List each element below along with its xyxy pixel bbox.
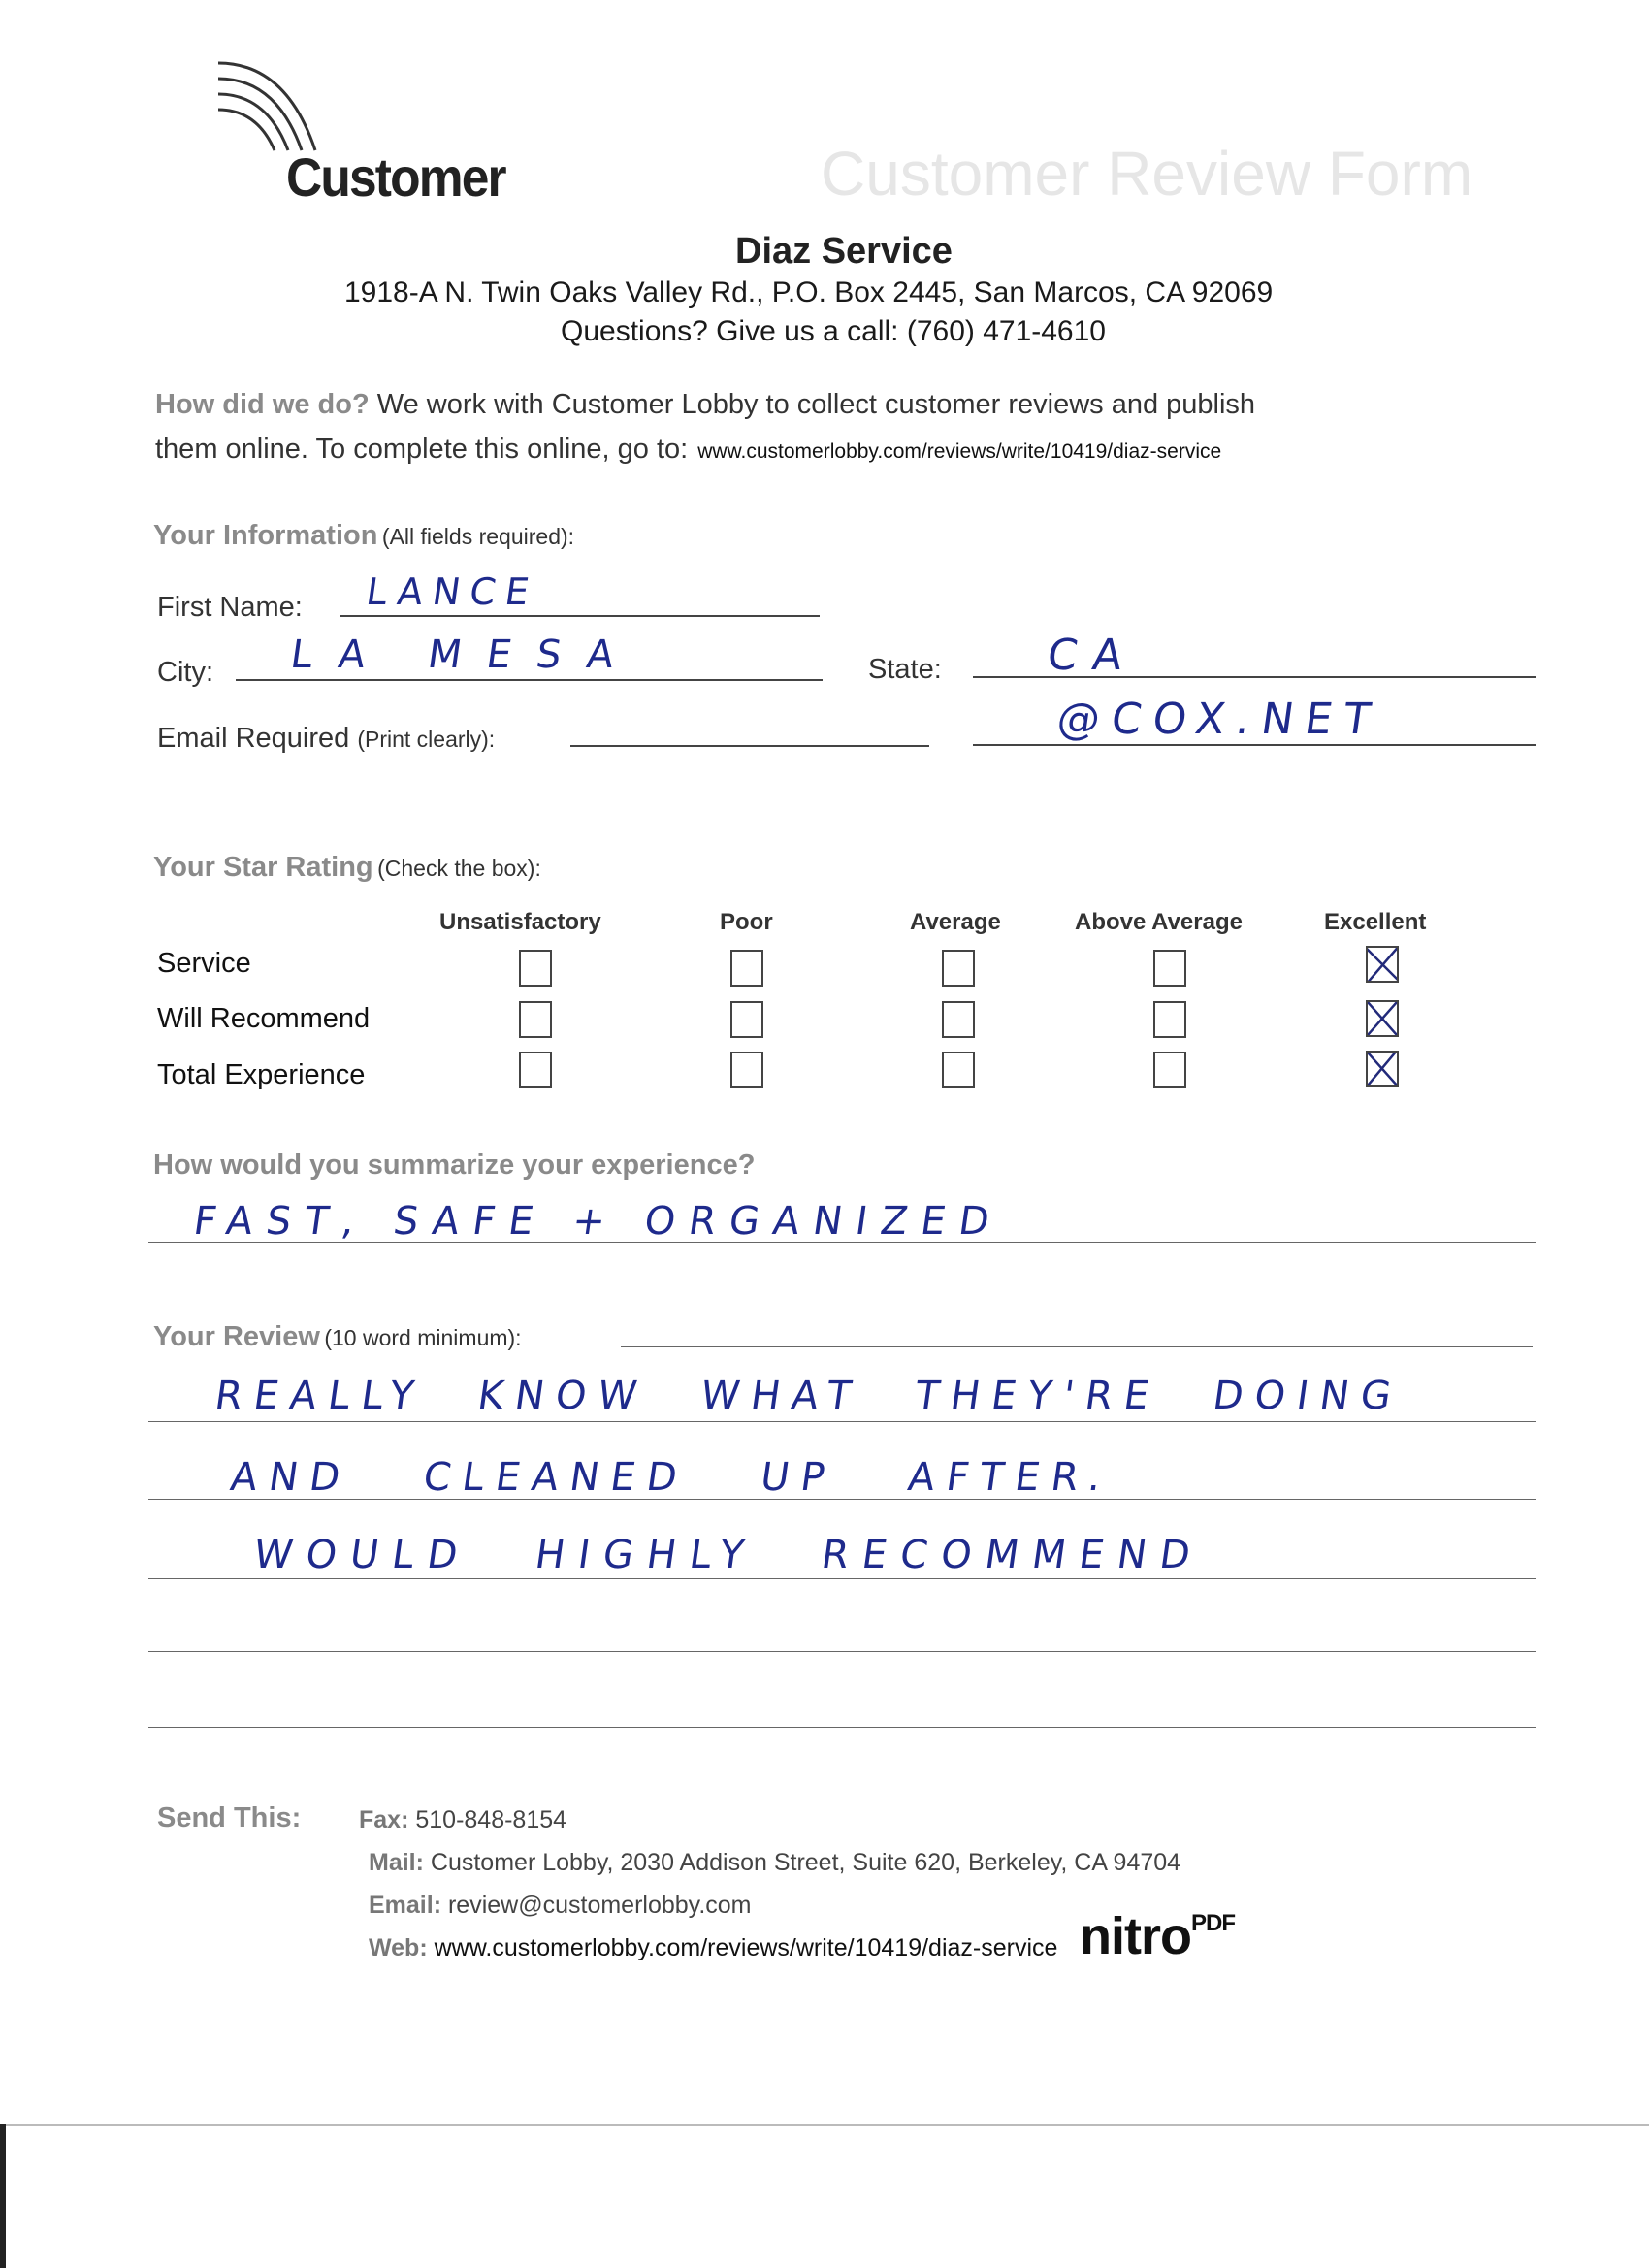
send-email (369, 1892, 752, 1920)
rating-checkbox[interactable] (1153, 950, 1186, 987)
your-info-heading (153, 520, 574, 552)
your-info-title: Your Information (153, 520, 378, 551)
rating-checkbox[interactable] (942, 1001, 975, 1038)
check-x-icon (1368, 1002, 1397, 1035)
email-value: @COX.NET (1053, 695, 1385, 744)
company-address: 1918-A N. Twin Oaks Valley Rd., P.O. Box 2445, San Marcos, CA 92069 (344, 276, 1274, 308)
send-mail-value: Customer Lobby, 2030 Addison Street, Suite 620, Berkeley, CA 94704 (430, 1849, 1181, 1876)
send-fax-value: 510-848-8154 (415, 1806, 567, 1833)
col-unsatisfactory: Unsatisfactory (439, 909, 601, 935)
rating-note: (Check the box): (377, 856, 541, 881)
city-field[interactable] (236, 679, 823, 681)
review-text-3: WOULD HIGHLY RECOMMEND (250, 1533, 1207, 1577)
watermark-sup: PDF (1190, 1910, 1235, 1936)
company-name: Diaz Service (735, 231, 953, 272)
form-title: Customer Review Form (821, 139, 1473, 209)
rating-checkbox[interactable] (519, 1052, 552, 1088)
row-label-will-recommend: Will Recommend (157, 1003, 371, 1034)
intro-url[interactable]: www.customerlobby.com/reviews/write/10419/diaz-service (697, 440, 1222, 463)
first-name-value: LANCE (363, 570, 542, 613)
send-web-value[interactable]: www.customerlobby.com/reviews/write/10419/diaz-service (434, 1934, 1058, 1961)
send-web-label: Web: (369, 1934, 428, 1961)
intro-line-2 (155, 434, 1221, 466)
col-average: Average (910, 909, 1001, 935)
review-line-4[interactable] (148, 1651, 1536, 1652)
review-line-1[interactable] (148, 1421, 1536, 1422)
send-web (369, 1934, 1057, 1962)
row-label-service: Service (157, 948, 251, 979)
city-label: City: (157, 657, 213, 688)
row-label-total-experience: Total Experience (157, 1059, 366, 1090)
rating-checkbox-checked[interactable] (1366, 946, 1399, 983)
rating-checkbox-checked[interactable] (1366, 1051, 1399, 1087)
rating-checkbox[interactable] (942, 950, 975, 987)
review-text-2: AND CLEANED UP AFTER. (227, 1455, 1116, 1500)
nitro-pdf-watermark (1080, 1906, 1235, 1966)
send-email-label: Email: (369, 1892, 442, 1919)
send-fax-label: Fax: (359, 1806, 409, 1833)
email-label: Email Required (157, 723, 350, 754)
watermark-text: nitro (1080, 1907, 1191, 1965)
rating-checkbox[interactable] (730, 950, 763, 987)
rating-checkbox[interactable] (519, 950, 552, 987)
first-name-field[interactable] (340, 615, 820, 617)
rating-checkbox[interactable] (1153, 1052, 1186, 1088)
col-above-average: Above Average (1075, 909, 1243, 935)
scan-side-edge (0, 2124, 6, 2268)
rating-heading (153, 852, 541, 884)
company-phone: Questions? Give us a call: (760) 471-4610 (561, 315, 1106, 347)
review-note: (10 word minimum): (324, 1325, 522, 1350)
email-field-right[interactable] (973, 744, 1536, 746)
col-excellent: Excellent (1324, 909, 1427, 935)
state-value: CA (1044, 631, 1142, 680)
intro-line-1 (155, 389, 1255, 421)
rating-checkbox[interactable] (519, 1001, 552, 1038)
summary-question: How would you summarize your experience? (153, 1150, 756, 1181)
review-heading (153, 1321, 522, 1353)
review-line-5[interactable] (148, 1727, 1536, 1728)
email-field-left[interactable] (570, 745, 929, 747)
check-x-icon (1368, 948, 1397, 981)
intro-lead: How did we do? (155, 389, 370, 420)
first-name-label: First Name: (157, 592, 303, 623)
summary-line[interactable] (148, 1242, 1536, 1243)
brand-logo-text: Customer (286, 146, 505, 208)
city-value: LA MESA (287, 632, 642, 677)
review-line-0[interactable] (621, 1346, 1533, 1347)
send-mail (369, 1849, 1180, 1877)
rating-checkbox[interactable] (942, 1052, 975, 1088)
rating-checkbox[interactable] (1153, 1001, 1186, 1038)
rating-checkbox-checked[interactable] (1366, 1000, 1399, 1037)
check-x-icon (1368, 1053, 1397, 1085)
rating-checkbox[interactable] (730, 1052, 763, 1088)
state-label: State: (868, 654, 942, 685)
intro-text-1: We work with Customer Lobby to collect customer reviews and publish (369, 389, 1256, 420)
review-line-2[interactable] (148, 1499, 1536, 1500)
send-heading: Send This: (157, 1802, 302, 1833)
intro-text-2: them online. To complete this online, go to: (155, 434, 689, 465)
scan-page-edge (0, 2124, 1649, 2126)
send-mail-label: Mail: (369, 1849, 424, 1876)
col-poor: Poor (720, 909, 773, 935)
send-email-value[interactable]: review@customerlobby.com (447, 1892, 752, 1919)
email-note: (Print clearly): (357, 727, 496, 752)
send-fax (359, 1806, 566, 1834)
review-line-3[interactable] (148, 1578, 1536, 1579)
summary-answer: FAST, SAFE + ORGANIZED (190, 1199, 1006, 1244)
email-label-row (157, 723, 495, 755)
your-info-note: (All fields required): (381, 524, 575, 549)
rating-checkbox[interactable] (730, 1001, 763, 1038)
rating-title: Your Star Rating (153, 852, 373, 883)
review-title: Your Review (153, 1321, 320, 1352)
logo-signal-icon (209, 44, 335, 160)
review-text-1: REALLY KNOW WHAT THEY'RE DOING (211, 1374, 1406, 1418)
